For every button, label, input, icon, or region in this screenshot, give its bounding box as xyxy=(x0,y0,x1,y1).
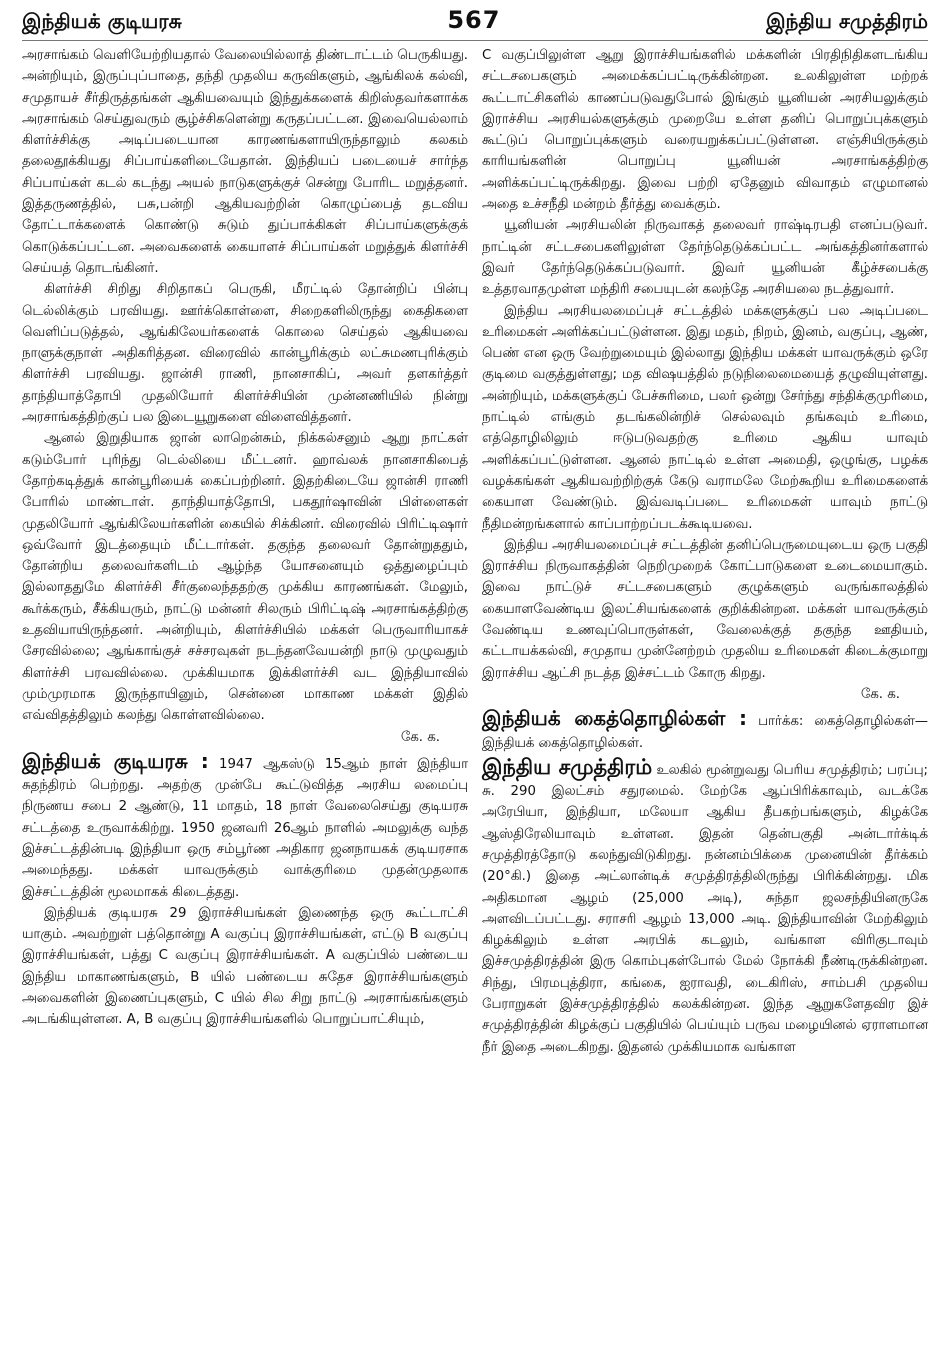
text-columns xyxy=(22,45,928,1058)
running-header xyxy=(22,6,928,41)
right-column xyxy=(482,45,928,1058)
paragraph: ஆனல் இறுதியாக ஜான் லாறென்சும், நிக்கல்சனும் ஆறு நாட்கள் கடும்போர் புரிந்து டெல்லியை மீட்டனர். ஹாவ்லக் நானசாகிபைத் தோற்கடித்துக் கான்பூரியைக் கைப்பற்றினர். இதற்கிடையே ஜான்சி ராணி போரில் மாண்டாள். தாந்தியாத்தோபி, பகதூர்ஷாவின் பிள்ளைகள் முதலியோர் ஆங்கிலேயர்களின் கையில் சிக்கினர். விரைவில் பிரிட்டிஷார் ஒவ்வோர் இடத்தையும் மீட்டார்கள். தகுந்த தலைவர் தோன்றுததும், தோன்றிய தலைவர்களிடம் ஆழ்ந்த யோசனையும் ஒத்துழைப்பும் இல்லாததுமே கிளர்ச்சி சீர்குலைந்ததற்கு முக்கிய காரணங்கள். மேலும், கூர்க்கரும், சீக்கியரும், நாட்டு மன்னர் சிலரும் பிரிட்டிஷ் அரசாங்கத்திற்கு உதவியாயிருந்தனர். அன்றியும், கிளர்ச்சியில் மக்கள் பெருவாரியாகச் சேரவில்லை; ஆங்காங்குச் சச்சரவுகள் நடந்தனவேயன்றி நாடு முழுவதும் கிளர்ச்சி பரவவில்லை. முக்கியமாக இக்கிளர்ச்சி வட இந்தியாவில் மும்முரமாக இருந்தாயினும், சென்னை மாகாண மக்கள் இதில் எவ்விதத்திலும் கலந்து கொள்ளவில்லை. xyxy=(22,431,468,724)
header-left-title: இந்தியக் குடியரசு xyxy=(22,9,182,33)
encyclopedia-entry xyxy=(22,748,468,903)
paragraph: C வகுப்பிலுள்ள ஆறு இராச்சியங்களில் மக்களின் பிரதிநிதிகளடங்கிய சட்டசபைகளும் அமைக்கப்பட்டிருக்கின்றன. உலகிலுள்ள மற்றக் கூட்டாட்சிகளில் காணப்படுவதுபோல் இங்கும் யூனியன் அரசியலுக்கும் இராச்சிய அரசியல்களுக்கும் முறையே உள்ள தனிப் பொறுப்புக்களும் கூட்டுப் பொறுப்புக்களும் வரையறுக்கப்பட்டுள்ளன. எஞ்சியிருக்கும் காரியங்களின் பொறுப்பு யூனியன் அரசாங்கத்திற்கு அளிக்கப்பட்டிருக்கிறது. இவை பற்றி ஏதேனும் விவாதம் எழுமானல் அதை உச்சநீதி மன்றம் தீர்த்து வைக்கும். xyxy=(482,48,928,213)
entry-text: 1947 ஆகஸ்டு 15ஆம் நாள் இந்தியா சுதந்திரம் பெற்றது. அதற்கு முன்பே கூட்டுவித்த அரசிய லமைப்பு நிருணய சபை 2 ஆண்டு, 11 மாதம், 18 நாள் வேலைசெய்து குடியரசு சட்டத்தை உருவாக்கிற்று. 1950 ஜனவரி 26ஆம் நாளில் அமலுக்கு வந்த இச்சட்டத்தின்படி இந்தியா ஒரு சம்பூர்ண அதிகார ஜனநாயகக் குடியரசாக அமைந்தது. மக்கள் யாவருக்கும் வாக்குரிமை முதன்முதலாக இச்சட்டத்தின் மூலமாகக் கிடைத்தது. xyxy=(22,756,469,900)
author-initials: கே. க. xyxy=(400,729,440,745)
left-column xyxy=(22,45,468,1058)
encyclopedia-entry xyxy=(482,754,928,1058)
paragraph: யூனியன் அரசியலின் நிருவாகத் தலைவர் ராஷ்டிரபதி எனப்படுவர். நாட்டின் சட்டசபைகளிலுள்ள தேர்ந்தெடுக்கப்பட்ட அங்கத்தினர்களால் இவர் தேர்ந்தெடுக்கப்படுவார். இவர் யூனியன் கீழ்ச்சபைக்கு உத்தரவாதமுள்ள மந்திரி சபையுடன் கலந்தே அரசியலை நடத்துவார். xyxy=(482,218,928,298)
entry-heading: இந்தியக் கைத்தொழில்கள் : xyxy=(482,706,748,731)
entry-text: பார்க்க: கைத்தொழில்கள்—இந்தியக் கைத்தொழில்கள். xyxy=(482,714,929,751)
encyclopedia-entry xyxy=(482,705,928,754)
paragraph: இந்திய அரசியலமைப்புச் சட்டத்தின் தனிப்பெருமையுடைய ஒரு பகுதி இராச்சிய நிருவாகத்தின் நெறிமுறைக் கோட்பாடுகளை உடைமையாகும். இவை நாட்டுச் சட்டசபைகளும் குழுக்களும் வருங்காலத்தில் கையாளவேண்டிய இலட்சியங்களைக் குறிக்கின்றன. மக்கள் யாவருக்கும் வேண்டிய உணவுப்பொருள்கள், வேலைக்குத் தகுந்த ஊதியம், கட்டாயக்கல்வி, சமுதாய முன்னேற்றம் முதலிய உரிமைகள் கிடைக்குமாறு இராச்சிய ஆட்சி நடத்த இச்சட்டம் கோரு கிறது. xyxy=(482,537,928,681)
page-number: 567 xyxy=(447,6,501,34)
entry-text: உலகில் மூன்றுவது பெரிய சமுத்திரம்; பரப்பு; சு. 290 இலட்சம் சதுரமைல். மேற்கே ஆப்பிரிக்காவும், வடக்கே அரேபியா, இந்தியா, மலேயா ஆகிய தீபகற்பங்களும், கிழக்கே ஆஸ்திரேலியாவும் உள்ளன. இதன் தென்பகுதி அன்டார்க்டிக் சமுத்திரத்தோடு கலந்துவிடுகிறது. நன்னம்பிக்கை முனையின் தீர்க்கம் (20°கி.) இதை அட்லான்டிக் சமுத்திரத்திலிருந்து பிரிக்கின்றது. மிக அதிகமான ஆழம் (25,000 அடி), சுந்தா ஜலசந்தியினருகே அளவிடப்பட்டது. சராசரி ஆழம் 13,000 அடி. இந்தியாவின் மேற்கிலும் கிழக்கிலும் உள்ள அரபிக் கடலும், வங்காள விரிகுடாவும் இச்சமுத்திரத்தின் இரு கொம்புகள்போல் மேல் நோக்கி நீண்டிருக்கின்றன. சிந்து, பிரமபுத்திரா, கங்கை, ஐராவதி, டைகிரிஸ், சாம்பசி முதலிய பேராறுகள் இச்சமுத்திரத்தில் கலக்கின்றன. இந்த ஆறுகளேதவிர இச் சமுத்திரத்தின் கிழக்குப் பகுதியில் பெய்யும் பருவ மழையினல் ஏராளமான நீர் இதை அடைகிறது. இதனல் முக்கியமாக வங்காள xyxy=(482,762,928,1055)
paragraph: இந்திய அரசியலமைப்புச் சட்டத்தில் மக்களுக்குப் பல அடிப்படை உரிமைகள் அளிக்கப்பட்டுள்ளன. இது மதம், நிறம், இனம், வகுப்பு, ஆண், பெண் என ஒரு வேற்றுமையும் இல்லாது இந்திய மக்கள் யாவருக்கும் ஒரே குடிமை வகுத்துள்ளது; மத விஷயத்தில் நடுநிலைமையைத் தழுவியுள்ளது. அன்றியும், மக்களுக்குப் பேச்சுரிமை, பலர் ஒன்று சேர்ந்து சந்திக்குமுரிமை, நாட்டில் எங்கும் தடங்கலின்றிச் செல்லவும் தங்கவும் உரிமை, எத்தொழிலிலும் ஈடுபடுவதற்கு உரிமை ஆகிய யாவும் அளிக்கப்பட்டுள்ளன. ஆனல் நாட்டில் உள்ள அமைதி, ஒழுங்கு, பழக்க வழக்கங்கள் ஆகியவற்றிற்குக் கேடு வராமலே மேற்கூறிய உரிமைகளைக் கையாள வேண்டும். இவ்வடிப்படை உரிமைகள் யாவும் நாட்டு நீதிமன்றங்களால் காப்பாற்றப்படக்கூடியவை. xyxy=(482,303,928,532)
entry-heading: இந்தியக் குடியரசு : xyxy=(22,748,209,773)
entry-heading: இந்திய சமுத்திரம் xyxy=(482,754,653,779)
paragraph: இந்தியக் குடியரசு 29 இராச்சியங்கள் இணைந்த ஒரு கூட்டாட்சி யாகும். அவற்றுள் பத்தொன்று A வகுப்பு இராச்சியங்கள், எட்டு B வகுப்பு இராச்சியங்கள், பத்து C வகுப்பு இராச்சியங்கள். A வகுப்பில் பண்டைய இந்திய மாகாணங்களும், B யில் பண்டைய சுதேச இராச்சியங்களும் அவைகளின் இணைப்புகளும், C யில் சில சிறு நாட்டு அரசாங்கங்களும் அடங்கியுள்ளன. A, B வகுப்பு இராச்சியங்களில் பொறுப்பாட்சியும், xyxy=(22,905,468,1028)
paragraph: அரசாங்கம் வெளியேற்றியதால் வேலையில்லாத் திண்டாட்டம் பெருகியது. அன்றியும், இருப்புப்பாதை, தந்தி முதலிய கருவிகளும், ஆங்கிலக் கல்வி, சமுதாயச் சீர்திருத்தங்கள் ஆகியவையும் இந்துக்களைக் கிறிஸ்தவர்களாக்க அரசாங்கம் செய்துவரும் சூழ்ச்சிகளென்று கருதப்பட்டன. இவையெல்லாம் கிளர்ச்சிக்கு அடிப்படையான காரணங்களாயிருந்தாலும் கலகம் தலைதூக்கியது சிப்பாய்களிடையேதான். இந்தியப் படையைச் சார்ந்த சிப்பாய்கள் கடல் கடந்து அயல் நாடுகளுக்குச் சென்று போரிட மறுத்தனர். இத்தருணத்தில், பசு,பன்றி ஆகியவற்றின் கொழுப்பைத் தடவிய தோட்டாக்களைக் கொண்டு சுடும் துப்பாக்கிகள் சிப்பாய்களுக்குக் கொடுக்கப்பட்டன. அவைகளைக் கையாளச் சிப்பாய்கள் மறுத்துக் கிளர்ச்சி செய்யத் தொடங்கினர். xyxy=(22,48,468,276)
header-right-title: இந்திய சமுத்திரம் xyxy=(766,9,928,33)
paragraph: கிளர்ச்சி சிறிது சிறிதாகப் பெருகி, மீரட்டில் தோன்றிப் பின்பு டெல்லிக்கும் பரவியது. ஊர்க்கொள்ளை, சிறைகளிலிருந்து கைதிகளை வெளிப்படுத்தல், ஆங்கிலேயர்களைக் கொலை செய்தல் ஆகியவை நாளுக்குநாள் அதிகரித்தன. விரைவில் கான்பூரிக்கும் லட்சுமணபுரிக்கும் கிளர்ச்சி பரவியது. ஜான்சி ராணி, நானசாகிப், அவர் தளகர்த்தர் தாந்தியாத்தோபி முதலியோர் கிளர்ச்சியின் முன்னணியில் நின்று அரசாங்கத்திற்குப் பல இடையூறுகளை விளைவித்தனர். xyxy=(22,282,468,426)
author-initials: கே. க. xyxy=(860,686,900,702)
